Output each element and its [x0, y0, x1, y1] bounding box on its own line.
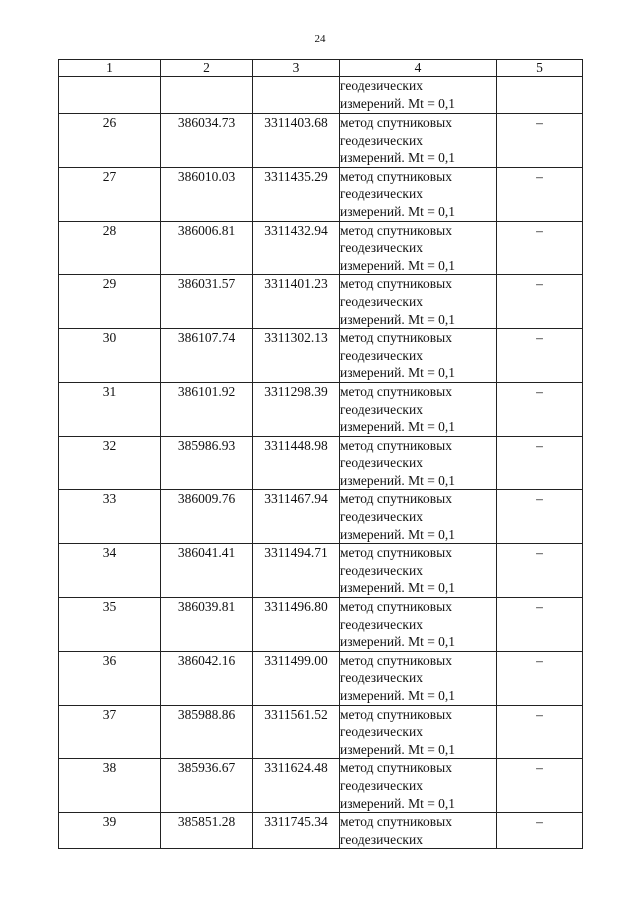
header-col-5: 5 [497, 60, 583, 77]
method-line: измерений. Mt = 0,1 [340, 311, 456, 327]
method-cell [340, 114, 497, 168]
point-number: 39 [59, 813, 161, 849]
method-line: геодезических [340, 293, 423, 309]
method-line: измерений. Mt = 0,1 [340, 257, 456, 273]
method-line: геодезических [340, 724, 423, 740]
y-coordinate: 3311467.94 [253, 490, 340, 544]
y-coordinate: 3311496.80 [253, 598, 340, 652]
method-line: метод спутниковых [340, 330, 452, 346]
header-col-2: 2 [161, 60, 253, 77]
method-cell [340, 705, 497, 759]
method-line: геодезических [340, 401, 423, 417]
continued-row [59, 77, 583, 114]
method-line: измерений. Mt = 0,1 [340, 419, 456, 435]
method-line: метод спутниковых [340, 222, 452, 238]
method-line: геодезических [340, 78, 423, 93]
method-line: измерений. Mt = 0,1 [340, 95, 456, 111]
y-coordinate: 3311561.52 [253, 705, 340, 759]
method-cell [340, 490, 497, 544]
note-cell: – [497, 705, 583, 759]
empty-cell [59, 77, 161, 114]
method-line: геодезических [340, 455, 423, 471]
method-line: геодезических [340, 616, 423, 632]
method-line: метод спутниковых [340, 115, 452, 130]
method-line: геодезических [340, 240, 423, 256]
method-line: измерений. Mt = 0,1 [340, 580, 456, 596]
x-coordinate: 386101.92 [161, 382, 253, 436]
method-line: геодезических [340, 831, 423, 847]
note-cell: – [497, 759, 583, 813]
method-line: геодезических [340, 132, 423, 148]
y-coordinate: 3311499.00 [253, 651, 340, 705]
table-row [59, 651, 583, 705]
method-cell [340, 167, 497, 221]
y-coordinate: 3311624.48 [253, 759, 340, 813]
table-row [59, 598, 583, 652]
x-coordinate: 386034.73 [161, 114, 253, 168]
coordinates-table [58, 59, 583, 849]
method-line: метод спутниковых [340, 545, 452, 561]
method-line: метод спутниковых [340, 652, 452, 668]
method-line: метод спутниковых [340, 383, 452, 399]
method-cell [340, 759, 497, 813]
method-line: геодезических [340, 509, 423, 525]
note-cell: – [497, 490, 583, 544]
table-row [59, 705, 583, 759]
method-line: метод спутниковых [340, 168, 452, 184]
method-cell [340, 544, 497, 598]
y-coordinate: 3311401.23 [253, 275, 340, 329]
page-number: 24 [314, 33, 326, 45]
header-col-4: 4 [340, 60, 497, 77]
method-cell [340, 651, 497, 705]
y-coordinate: 3311302.13 [253, 329, 340, 383]
table-row [59, 221, 583, 275]
table-row [59, 813, 583, 849]
x-coordinate: 385851.28 [161, 813, 253, 849]
x-coordinate: 386107.74 [161, 329, 253, 383]
empty-cell [253, 77, 340, 114]
point-number: 34 [59, 544, 161, 598]
table-row [59, 167, 583, 221]
point-number: 35 [59, 598, 161, 652]
method-line: измерений. Mt = 0,1 [340, 365, 456, 381]
method-cell [340, 77, 497, 114]
method-line: метод спутниковых [340, 760, 452, 776]
point-number: 26 [59, 114, 161, 168]
y-coordinate: 3311432.94 [253, 221, 340, 275]
method-line: геодезических [340, 670, 423, 686]
x-coordinate: 386031.57 [161, 275, 253, 329]
note-cell: – [497, 221, 583, 275]
point-number: 37 [59, 705, 161, 759]
note-cell: – [497, 544, 583, 598]
method-line: метод спутниковых [340, 437, 452, 453]
note-cell: – [497, 114, 583, 168]
method-line: геодезических [340, 562, 423, 578]
y-coordinate: 3311298.39 [253, 382, 340, 436]
x-coordinate: 386010.03 [161, 167, 253, 221]
header-col-3: 3 [253, 60, 340, 77]
note-cell: – [497, 436, 583, 490]
x-coordinate: 386039.81 [161, 598, 253, 652]
note-cell: – [497, 651, 583, 705]
empty-cell [161, 77, 253, 114]
point-number: 31 [59, 382, 161, 436]
method-cell [340, 382, 497, 436]
method-line: измерений. Mt = 0,1 [340, 634, 456, 650]
note-cell: – [497, 167, 583, 221]
method-line: метод спутниковых [340, 814, 452, 830]
note-cell: – [497, 813, 583, 849]
empty-cell [497, 77, 583, 114]
point-number: 36 [59, 651, 161, 705]
x-coordinate: 385936.67 [161, 759, 253, 813]
method-line: измерений. Mt = 0,1 [340, 795, 456, 811]
method-line: измерений. Mt = 0,1 [340, 472, 456, 488]
table-row [59, 436, 583, 490]
x-coordinate: 385988.86 [161, 705, 253, 759]
x-coordinate: 386041.41 [161, 544, 253, 598]
y-coordinate: 3311745.34 [253, 813, 340, 849]
point-number: 28 [59, 221, 161, 275]
point-number: 33 [59, 490, 161, 544]
point-number: 38 [59, 759, 161, 813]
method-line: измерений. Mt = 0,1 [340, 741, 456, 757]
point-number: 27 [59, 167, 161, 221]
y-coordinate: 3311403.68 [253, 114, 340, 168]
note-cell: – [497, 275, 583, 329]
header-row [59, 60, 583, 77]
method-line: измерений. Mt = 0,1 [340, 150, 456, 166]
y-coordinate: 3311448.98 [253, 436, 340, 490]
x-coordinate: 386042.16 [161, 651, 253, 705]
method-line: метод спутниковых [340, 599, 452, 615]
method-cell [340, 275, 497, 329]
x-coordinate: 386006.81 [161, 221, 253, 275]
method-cell [340, 813, 497, 849]
method-line: геодезических [340, 777, 423, 793]
table-row [59, 544, 583, 598]
method-line: метод спутниковых [340, 276, 452, 292]
note-cell: – [497, 598, 583, 652]
method-line: измерений. Mt = 0,1 [340, 688, 456, 703]
method-cell [340, 436, 497, 490]
method-line: метод спутниковых [340, 491, 452, 507]
method-line: измерений. Mt = 0,1 [340, 203, 456, 219]
method-line: геодезических [340, 186, 423, 202]
point-number: 29 [59, 275, 161, 329]
x-coordinate: 386009.76 [161, 490, 253, 544]
method-cell [340, 598, 497, 652]
note-cell: – [497, 329, 583, 383]
table-row [59, 490, 583, 544]
table-row [59, 329, 583, 383]
y-coordinate: 3311494.71 [253, 544, 340, 598]
table-row [59, 759, 583, 813]
point-number: 30 [59, 329, 161, 383]
method-line: измерений. Mt = 0,1 [340, 526, 456, 542]
method-line: метод спутниковых [340, 706, 452, 722]
method-line: геодезических [340, 347, 423, 363]
method-cell [340, 329, 497, 383]
table-row [59, 275, 583, 329]
x-coordinate: 385986.93 [161, 436, 253, 490]
y-coordinate: 3311435.29 [253, 167, 340, 221]
note-cell: – [497, 382, 583, 436]
method-cell [340, 221, 497, 275]
table-row [59, 382, 583, 436]
header-col-1: 1 [59, 60, 161, 77]
point-number: 32 [59, 436, 161, 490]
table-row [59, 114, 583, 168]
